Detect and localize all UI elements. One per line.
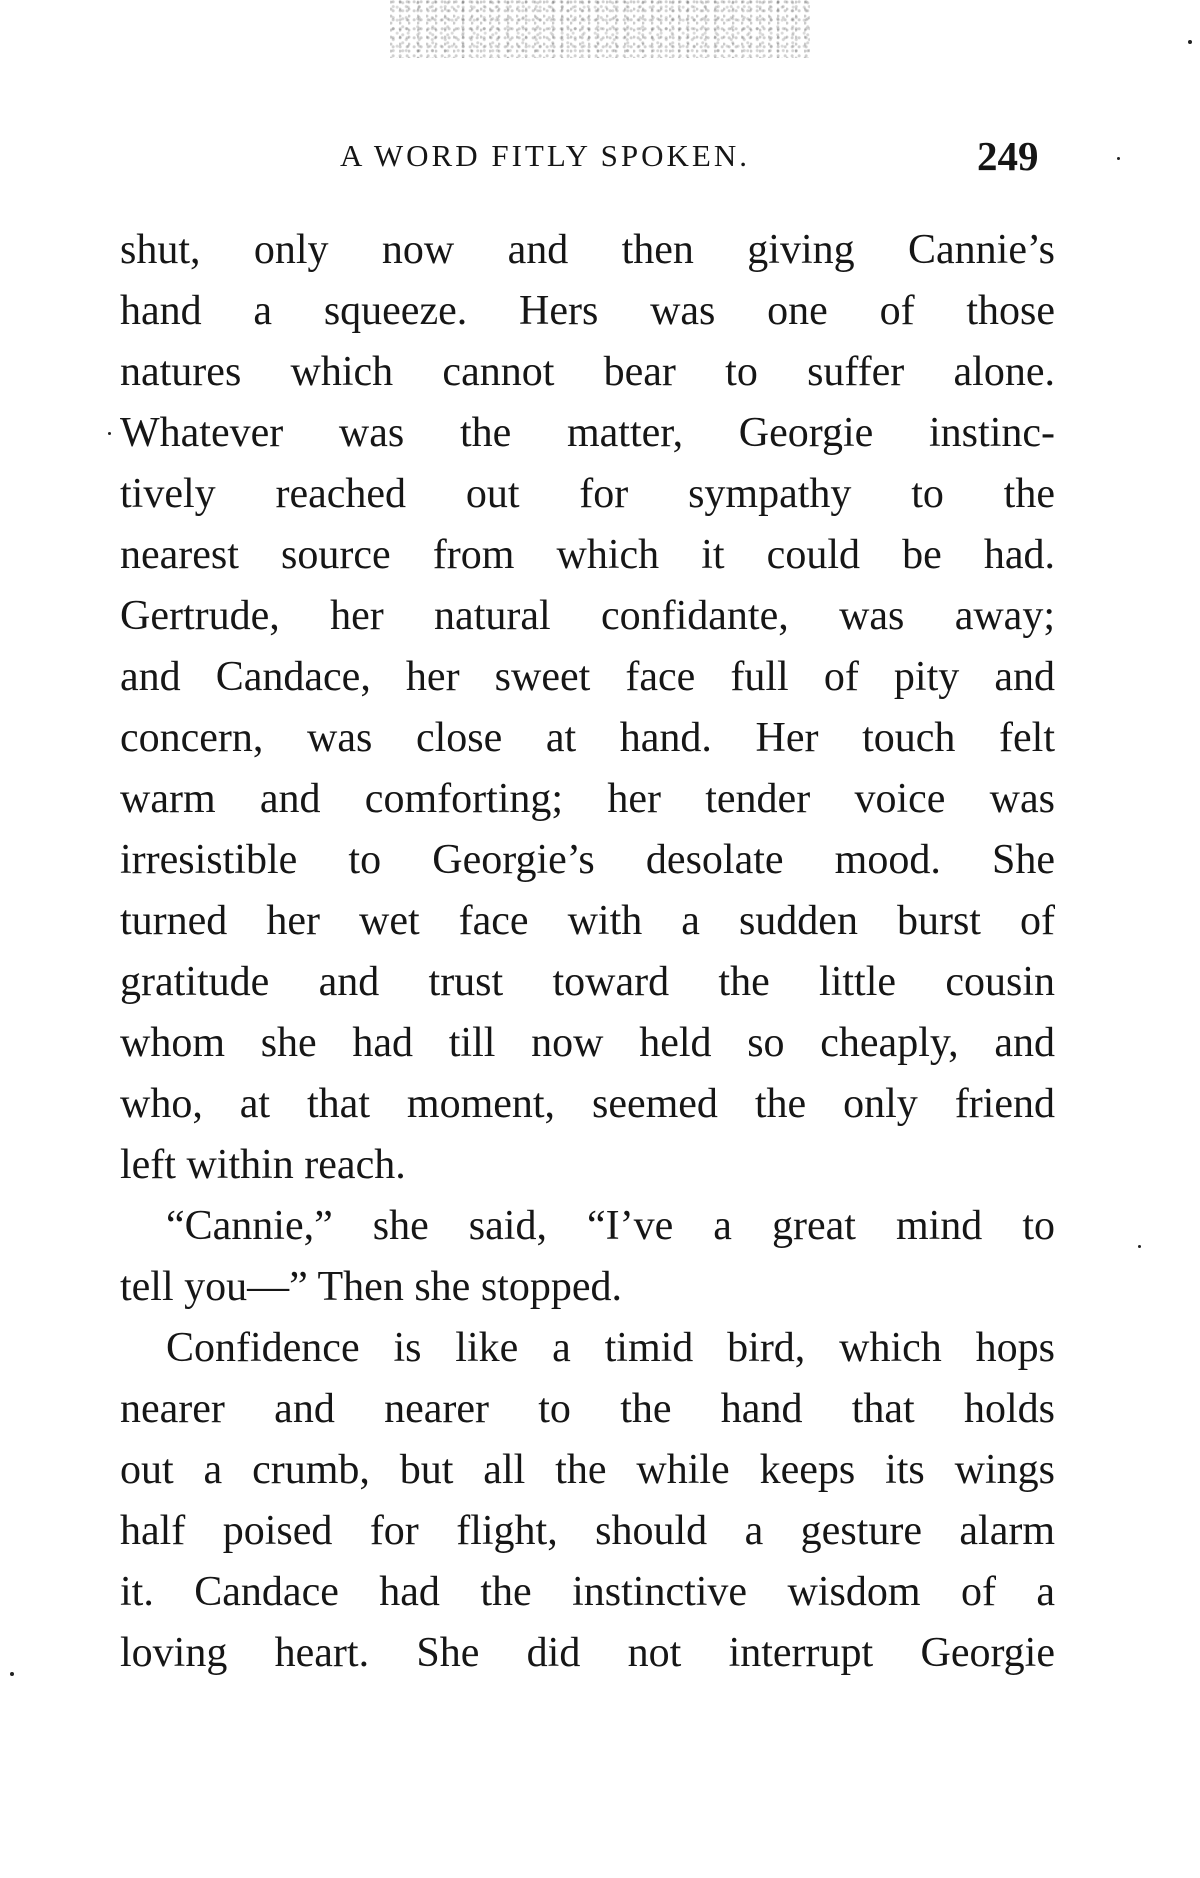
text-line: turned her wet face with a sudden burst of [120,898,1055,944]
text-line: shut, only now and then giving Cannie’s [120,227,1055,273]
text-line: loving heart. She did not interrupt Georgie [120,1630,1055,1676]
text-line: out a crumb, but all the while keeps its wings [120,1447,1055,1493]
text-line: “Cannie,” she said, “I’ve a great mind to [166,1203,1055,1249]
paper-speckle-decoration [390,0,810,58]
text-line: and Candace, her sweet face full of pity and [120,654,1055,700]
text-line: irresistible to Georgie’s desolate mood. She [120,837,1055,883]
ink-speck [1188,40,1192,44]
text-line: half poised for flight, should a gesture alarm [120,1508,1055,1554]
text-line: concern, was close at hand. Her touch felt [120,715,1055,761]
text-line: Whatever was the matter, Georgie instinc- [120,410,1055,456]
page-header [0,132,1200,188]
text-line: nearer and nearer to the hand that holds [120,1386,1055,1432]
text-line: Gertrude, her natural confidante, was away; [120,593,1055,639]
ink-speck [10,1672,14,1676]
text-line: warm and comforting; her tender voice was [120,776,1055,822]
text-line: tell you—” Then she stopped. [120,1264,622,1310]
text-line: hand a squeeze. Hers was one of those [120,288,1055,334]
text-line: whom she had till now held so cheaply, and [120,1020,1055,1066]
text-line: gratitude and trust toward the little cousin [120,959,1055,1005]
ink-speck [1117,157,1120,160]
body-text [120,220,1055,1684]
text-line: who, at that moment, seemed the only friend [120,1081,1055,1127]
text-line: Confidence is like a timid bird, which hops [166,1325,1055,1371]
text-line: nearest source from which it could be had. [120,532,1055,578]
ink-speck [1138,1245,1141,1248]
page-number: 249 [977,133,1039,179]
text-line: tively reached out for sympathy to the [120,471,1055,517]
text-line: it. Candace had the instinctive wisdom of a [120,1569,1055,1615]
text-line: left within reach. [120,1142,406,1188]
ink-speck [108,432,111,435]
running-title: A WORD FITLY SPOKEN. [340,138,750,173]
text-line: natures which cannot bear to suffer alone. [120,349,1055,395]
